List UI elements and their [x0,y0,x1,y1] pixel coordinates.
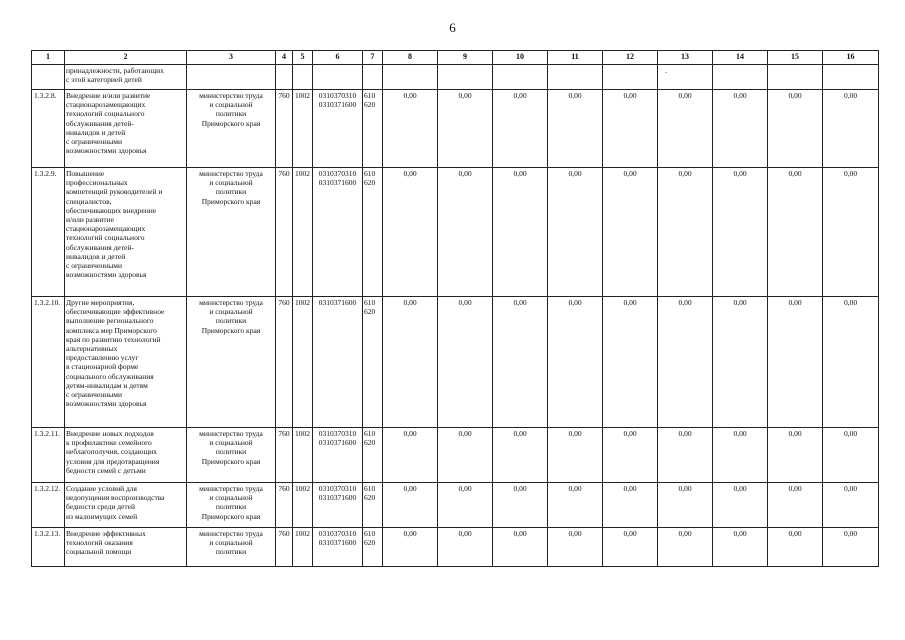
text-line: возможностями здоровья [66,146,147,156]
text-line: 610 [364,298,376,307]
text-line: и социальной [209,307,253,317]
text-line: Внедрение и/или развитие [66,91,151,100]
cell-org [187,297,276,428]
cell-value: 0,00 [438,528,493,567]
column-header: 9 [438,51,493,65]
text-line: профессиональных [66,178,128,188]
text-line: обеспечивающие эффективное [66,307,165,317]
cell-value: 0,00 [548,168,603,297]
cell-org [187,428,276,483]
cell-value: 0,00 [383,90,438,168]
cell-value: 0,00 [603,297,658,428]
text-line: политики [215,447,247,457]
cell [548,65,603,90]
column-header: 1 [32,51,65,65]
text-line: 610 [364,529,376,538]
cell [276,65,293,90]
cell-value: 0,00 [603,428,658,483]
table-row [32,528,879,567]
cell-value: 0,00 [713,483,768,528]
cell-value: 0,00 [383,168,438,297]
text-line: 0310371600 [318,538,357,548]
cell-num: 1.3.2.10. [32,297,65,428]
cell-org [187,65,276,90]
text-line: Создание условий для [66,484,137,493]
cell-csr [313,428,363,483]
text-line: возможностями здоровья [66,399,147,409]
text-line: Приморского края [201,325,261,335]
program-table [31,50,879,567]
cell-value: 0,00 [548,528,603,567]
text-line: социальной помощи [66,547,132,557]
cell-value: 0,00 [383,528,438,567]
text-line: 620 [364,438,376,448]
cell-vr [363,528,383,567]
cell-value: 0,00 [823,428,879,483]
text-line: технологий социального [66,233,145,243]
cell-csr [313,90,363,168]
cell-name [65,90,187,168]
text-line: политики [215,502,247,512]
table-row [32,168,879,297]
text-line: и социальной [209,538,253,548]
column-header: 11 [548,51,603,65]
cell-org [187,90,276,168]
text-line: из малоимущих семей [66,511,138,521]
text-line: стационарозамещающих [66,224,146,234]
text-line: компетенций руководителей и [66,187,163,197]
table-row [32,428,879,483]
cell-value: 0,00 [658,483,713,528]
table-row [32,483,879,528]
header-row [32,51,879,65]
cell-vr [363,428,383,483]
text-line: недопущения воспроизводства [66,493,165,503]
text-line: Повышение [66,169,105,178]
cell-value: 0,00 [713,528,768,567]
cell-org [187,483,276,528]
cell-name [65,428,187,483]
cell-vr [363,168,383,297]
text-line: технологий оказания [66,538,133,548]
text-line: 610 [364,169,376,178]
cell-vr [363,297,383,428]
cell-value: 0,00 [493,297,548,428]
cell-section: 1002 [293,428,313,483]
text-line: 0310370310 [318,91,357,100]
text-line: с ограниченными [66,261,123,271]
cell-num [32,65,65,90]
text-line: политики [215,109,247,119]
cell-value: 0,00 [548,90,603,168]
cell [658,65,713,90]
cell-value: 0,00 [603,483,658,528]
text-line: инвалидов и детей [66,251,126,261]
cell-value: 0,00 [713,297,768,428]
text-line: Приморского края [201,118,261,128]
cell-value: 0,00 [438,90,493,168]
text-line: с ограниченными [66,137,123,147]
cell-value: 0,00 [658,168,713,297]
text-line: 620 [364,100,376,110]
cell-num: 1.3.2.12. [32,483,65,528]
cell-value: 0,00 [713,90,768,168]
cell-gr: 760 [276,168,293,297]
cell-value: 0,00 [658,90,713,168]
page-number: 6 [449,20,456,35]
text-line: 610 [364,429,376,438]
cell-value: 0,00 [438,428,493,483]
text-line: неблагополучия, создающих [66,447,158,457]
cell-value: 0,00 [823,297,879,428]
text-line: возможностями здоровья [66,270,147,280]
text-line: бедности среди детей [66,502,135,512]
text-line: министерство труда [199,91,263,100]
text-line: Другие мероприятия, [66,298,135,307]
text-line: комплекса мер Приморского [66,325,157,335]
text-line: министерство труда [199,298,263,307]
cell-vr [363,90,383,168]
text-line: 620 [364,493,376,503]
cell-csr [313,483,363,528]
cell-value: 0,00 [493,90,548,168]
cell-value: 0,00 [603,168,658,297]
cell-gr: 760 [276,428,293,483]
cell [438,65,493,90]
cell-num: 1.3.2.11. [32,428,65,483]
text-line: 0310370310 [318,484,357,493]
continuation-row [32,65,879,90]
cell-value: 0,00 [548,297,603,428]
cell-value: 0,00 [823,90,879,168]
cell-value: 0,00 [438,297,493,428]
column-header: 8 [383,51,438,65]
text-line: обслуживания детей- [66,242,134,252]
cell-org [187,168,276,297]
table-row [32,297,879,428]
cell-value: 0,00 [438,483,493,528]
cell [363,65,383,90]
cell-section: 1002 [293,168,313,297]
text-line: 0310370310 [318,429,357,438]
text-line: обеспечивающих внедрение [66,205,157,215]
text-line: 620 [364,307,376,317]
cell-name [65,528,187,567]
cell [823,65,879,90]
column-header: 16 [823,51,879,65]
cell-value: 0,00 [383,483,438,528]
cell-value: 0,00 [768,528,823,567]
text-line: детям-инвалидам и детям [66,380,148,390]
stray-mark: . [665,66,667,75]
cell-value: 0,00 [493,483,548,528]
text-line: обслуживания детей- [66,118,134,128]
text-line: министерство труда [199,484,263,493]
text-line: Внедрение новых подходов [66,429,154,438]
text-line: и социальной [209,493,253,503]
text-line: социального обслуживания [66,371,154,381]
text-line: 610 [364,484,376,493]
text-line: предоставлению услуг [66,353,139,363]
text-line: 620 [364,538,376,548]
cell-value: 0,00 [713,168,768,297]
text-line: Приморского края [201,511,261,521]
cell [713,65,768,90]
text-line: и социальной [209,100,253,110]
cell-gr: 760 [276,483,293,528]
cell-value: 0,00 [383,428,438,483]
cell-value: 0,00 [713,428,768,483]
text-line: Приморского края [201,196,261,206]
cell-section: 1002 [293,90,313,168]
cell-value: 0,00 [603,90,658,168]
cell-section: 1002 [293,483,313,528]
text-line: выполнение регионального [66,316,154,326]
cell [768,65,823,90]
column-header: 3 [187,51,276,65]
text-line: бедности семей с детьми [66,465,146,475]
text-line: Внедрение эффективных [66,529,146,538]
text-line: условия для предотвращения [66,456,160,466]
text-line: края по развитию технологий [66,334,161,344]
cell [293,65,313,90]
text-line: альтернативных [66,344,118,354]
text-line: политики [215,547,247,557]
cell-value: 0,00 [548,428,603,483]
cell-name [65,65,187,90]
cell-value: 0,00 [493,168,548,297]
cell-value: 0,00 [438,168,493,297]
text-line: министерство труда [199,529,263,538]
cell-value: 0,00 [823,528,879,567]
column-header: 12 [603,51,658,65]
cell-name [65,168,187,297]
cell-name [65,483,187,528]
text-line: к профилактике семейного [66,438,152,448]
cell-value: 0,00 [658,297,713,428]
text-line: политики [215,316,247,326]
cell-value: 0,00 [658,528,713,567]
cell-value: 0,00 [603,528,658,567]
cell-value: 0,00 [768,428,823,483]
text-line: Приморского края [201,456,261,466]
text-line: с этой категорией детей [66,75,142,85]
table-row [32,90,879,168]
cell [313,65,363,90]
column-header: 2 [65,51,187,65]
cell [383,65,438,90]
cell-gr: 760 [276,297,293,428]
cell-value: 0,00 [768,297,823,428]
column-header: 15 [768,51,823,65]
cell-gr: 760 [276,90,293,168]
text-line: и социальной [209,178,253,188]
column-header: 6 [313,51,363,65]
cell-num: 1.3.2.8. [32,90,65,168]
text-line: стационарозамещающих [66,100,146,110]
cell-csr [313,168,363,297]
cell-value: 0,00 [658,428,713,483]
cell-value: 0,00 [383,297,438,428]
cell-gr: 760 [276,528,293,567]
cell-value: 0,00 [768,483,823,528]
text-line: политики [215,187,247,197]
text-line: и социальной [209,438,253,448]
column-header: 14 [713,51,768,65]
text-line: 620 [364,178,376,188]
cell-value: 0,00 [768,90,823,168]
column-header: 5 [293,51,313,65]
text-line: 0310371600 [318,100,357,110]
text-line: 0310371600 [318,178,357,188]
cell-value: 0,00 [548,483,603,528]
cell-section: 1002 [293,528,313,567]
text-line: 0310371600 [318,438,357,448]
cell-value: 0,00 [493,428,548,483]
cell-num: 1.3.2.9. [32,168,65,297]
text-line: министерство труда [199,429,263,438]
cell-csr [313,297,363,428]
column-header: 13 [658,51,713,65]
column-header: 4 [276,51,293,65]
text-line: специалистов, [66,196,112,206]
text-line: с ограниченными [66,390,123,400]
column-header: 10 [493,51,548,65]
text-line: министерство труда [199,169,263,178]
text-line: технологий социального [66,109,145,119]
cell-csr [313,528,363,567]
text-line: 0310370310 [318,529,357,538]
text-line: и/или развитие [66,215,114,225]
text-line: 0310371600 [318,298,357,307]
cell-num: 1.3.2.13. [32,528,65,567]
cell-vr [363,483,383,528]
cell [493,65,548,90]
text-line: 610 [364,91,376,100]
cell-value: 0,00 [823,483,879,528]
text-line: принадлежности, работающих [66,66,164,75]
cell-section: 1002 [293,297,313,428]
column-header: 7 [363,51,383,65]
cell-org [187,528,276,567]
cell-value: 0,00 [768,168,823,297]
text-line: инвалидов и детей [66,127,126,137]
text-line: 0310371600 [318,493,357,503]
cell-name [65,297,187,428]
cell-value: 0,00 [493,528,548,567]
cell [603,65,658,90]
text-line: в стационарной форме [66,362,139,372]
text-line: 0310370310 [318,169,357,178]
cell-value: 0,00 [823,168,879,297]
